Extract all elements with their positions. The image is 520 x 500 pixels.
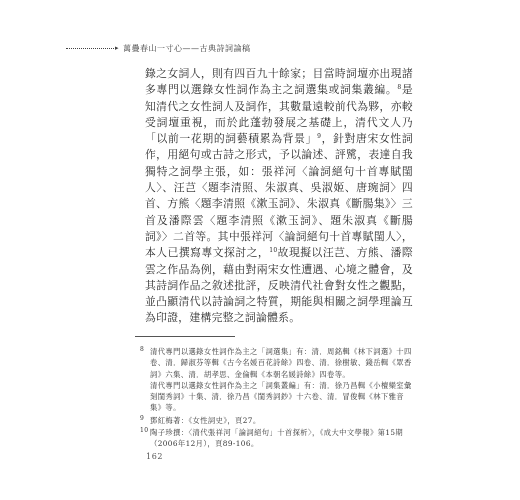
footnote-number: 10 [140, 427, 149, 435]
header-dotted-rule [66, 48, 114, 49]
footnote-ref-8[interactable]: 8 [397, 84, 402, 92]
running-header-title: 萬疊春山一寸心——古典詩詞論稿 [123, 43, 251, 53]
footnote-10 [140, 427, 412, 450]
body-text-part-1: 錄之女詞人，則有四百九十餘家；目當時詞壇亦出現諸多專門以選錄女性詞作為主之詞選集或詞集叢編。 [145, 67, 413, 97]
footnote-9 [140, 415, 412, 426]
footnote-number: 9 [140, 414, 145, 422]
footnote-8 [140, 346, 412, 414]
page-number: 162 [146, 452, 164, 461]
body-paragraph [145, 66, 413, 327]
footnote-text: 陶子珍撰：〈清代張祥河「論詞絕句」十首探析〉，《成大中文學報》第15期（2006年12月），頁89-106。 [150, 428, 404, 449]
body-text-part-2: 是知清代之女性詞人及詞作，其數量遠較前代為夥，亦較受詞壇重視，而於此蓬勃發展之基礎上，清代文人乃「以前一花期的詞藝積累為背景」 [145, 83, 413, 146]
header-arrow-icon: ▸ [115, 43, 120, 52]
footnote-ref-9[interactable]: 9 [317, 133, 322, 141]
footnote-text: 清代專門以選錄女性詞作為主之「詞集叢編」有：清．徐乃昌輯《小檀欒室彙刻閨秀詞》十集、清．徐乃昌《閨秀詞鈔》十六卷、清．冒俊輯《林下雅音集》等。 [150, 380, 412, 413]
running-header [66, 42, 386, 54]
body-text-part-3: ，針對唐宋女性詞作，用絕句或古詩之形式，予以論述、評騭，表達自我獨特之詞學主張，如：張祥河〈論詞絕句十首專賦閨人〉、汪芑〈題李清照、朱淑真、吳淑姬、唐琬詞〉四首、方熊〈題李清照《漱玉詞》、朱淑真《斷腸集》〉三首及潘際雲〈題李清照《漱玉詞》、題朱淑真《斷腸詞》〉二首等。其中張祥河〈論詞絕句十首專賦閨人〉，本人已撰寫專文探討之， [145, 132, 413, 260]
footnotes-section [140, 346, 412, 451]
footnote-number: 8 [140, 346, 145, 353]
footnote-text: 清代專門以選錄女性詞作為主之「詞選集」有：清．周銘輯《林下詞選》十四卷、清．歸淑芬等輯《古今名媛百花詩餘》四卷、清．徐樹敏、錢岳輯《眾香詞》六集、清．胡孝思、金倫輯《本朝名媛詩餘》四卷等。 [150, 347, 412, 379]
footnote-divider [135, 336, 235, 337]
footnote-text: 鄧紅梅著：《女性詞史》，頁27。 [150, 415, 261, 425]
footnote-ref-10[interactable]: 10 [269, 247, 278, 255]
body-text-part-4: 故現擬以汪芑、方熊、潘際雲之作品為例，藉由對兩宋女性遭遇、心境之體會，及其詩詞作品之敘述批評，反映清代社會對女性之觀點，並凸顯清代以詩論詞之特質，期能與相關之詞學理論互為印證，建構完整之詞論體系。 [145, 246, 413, 325]
